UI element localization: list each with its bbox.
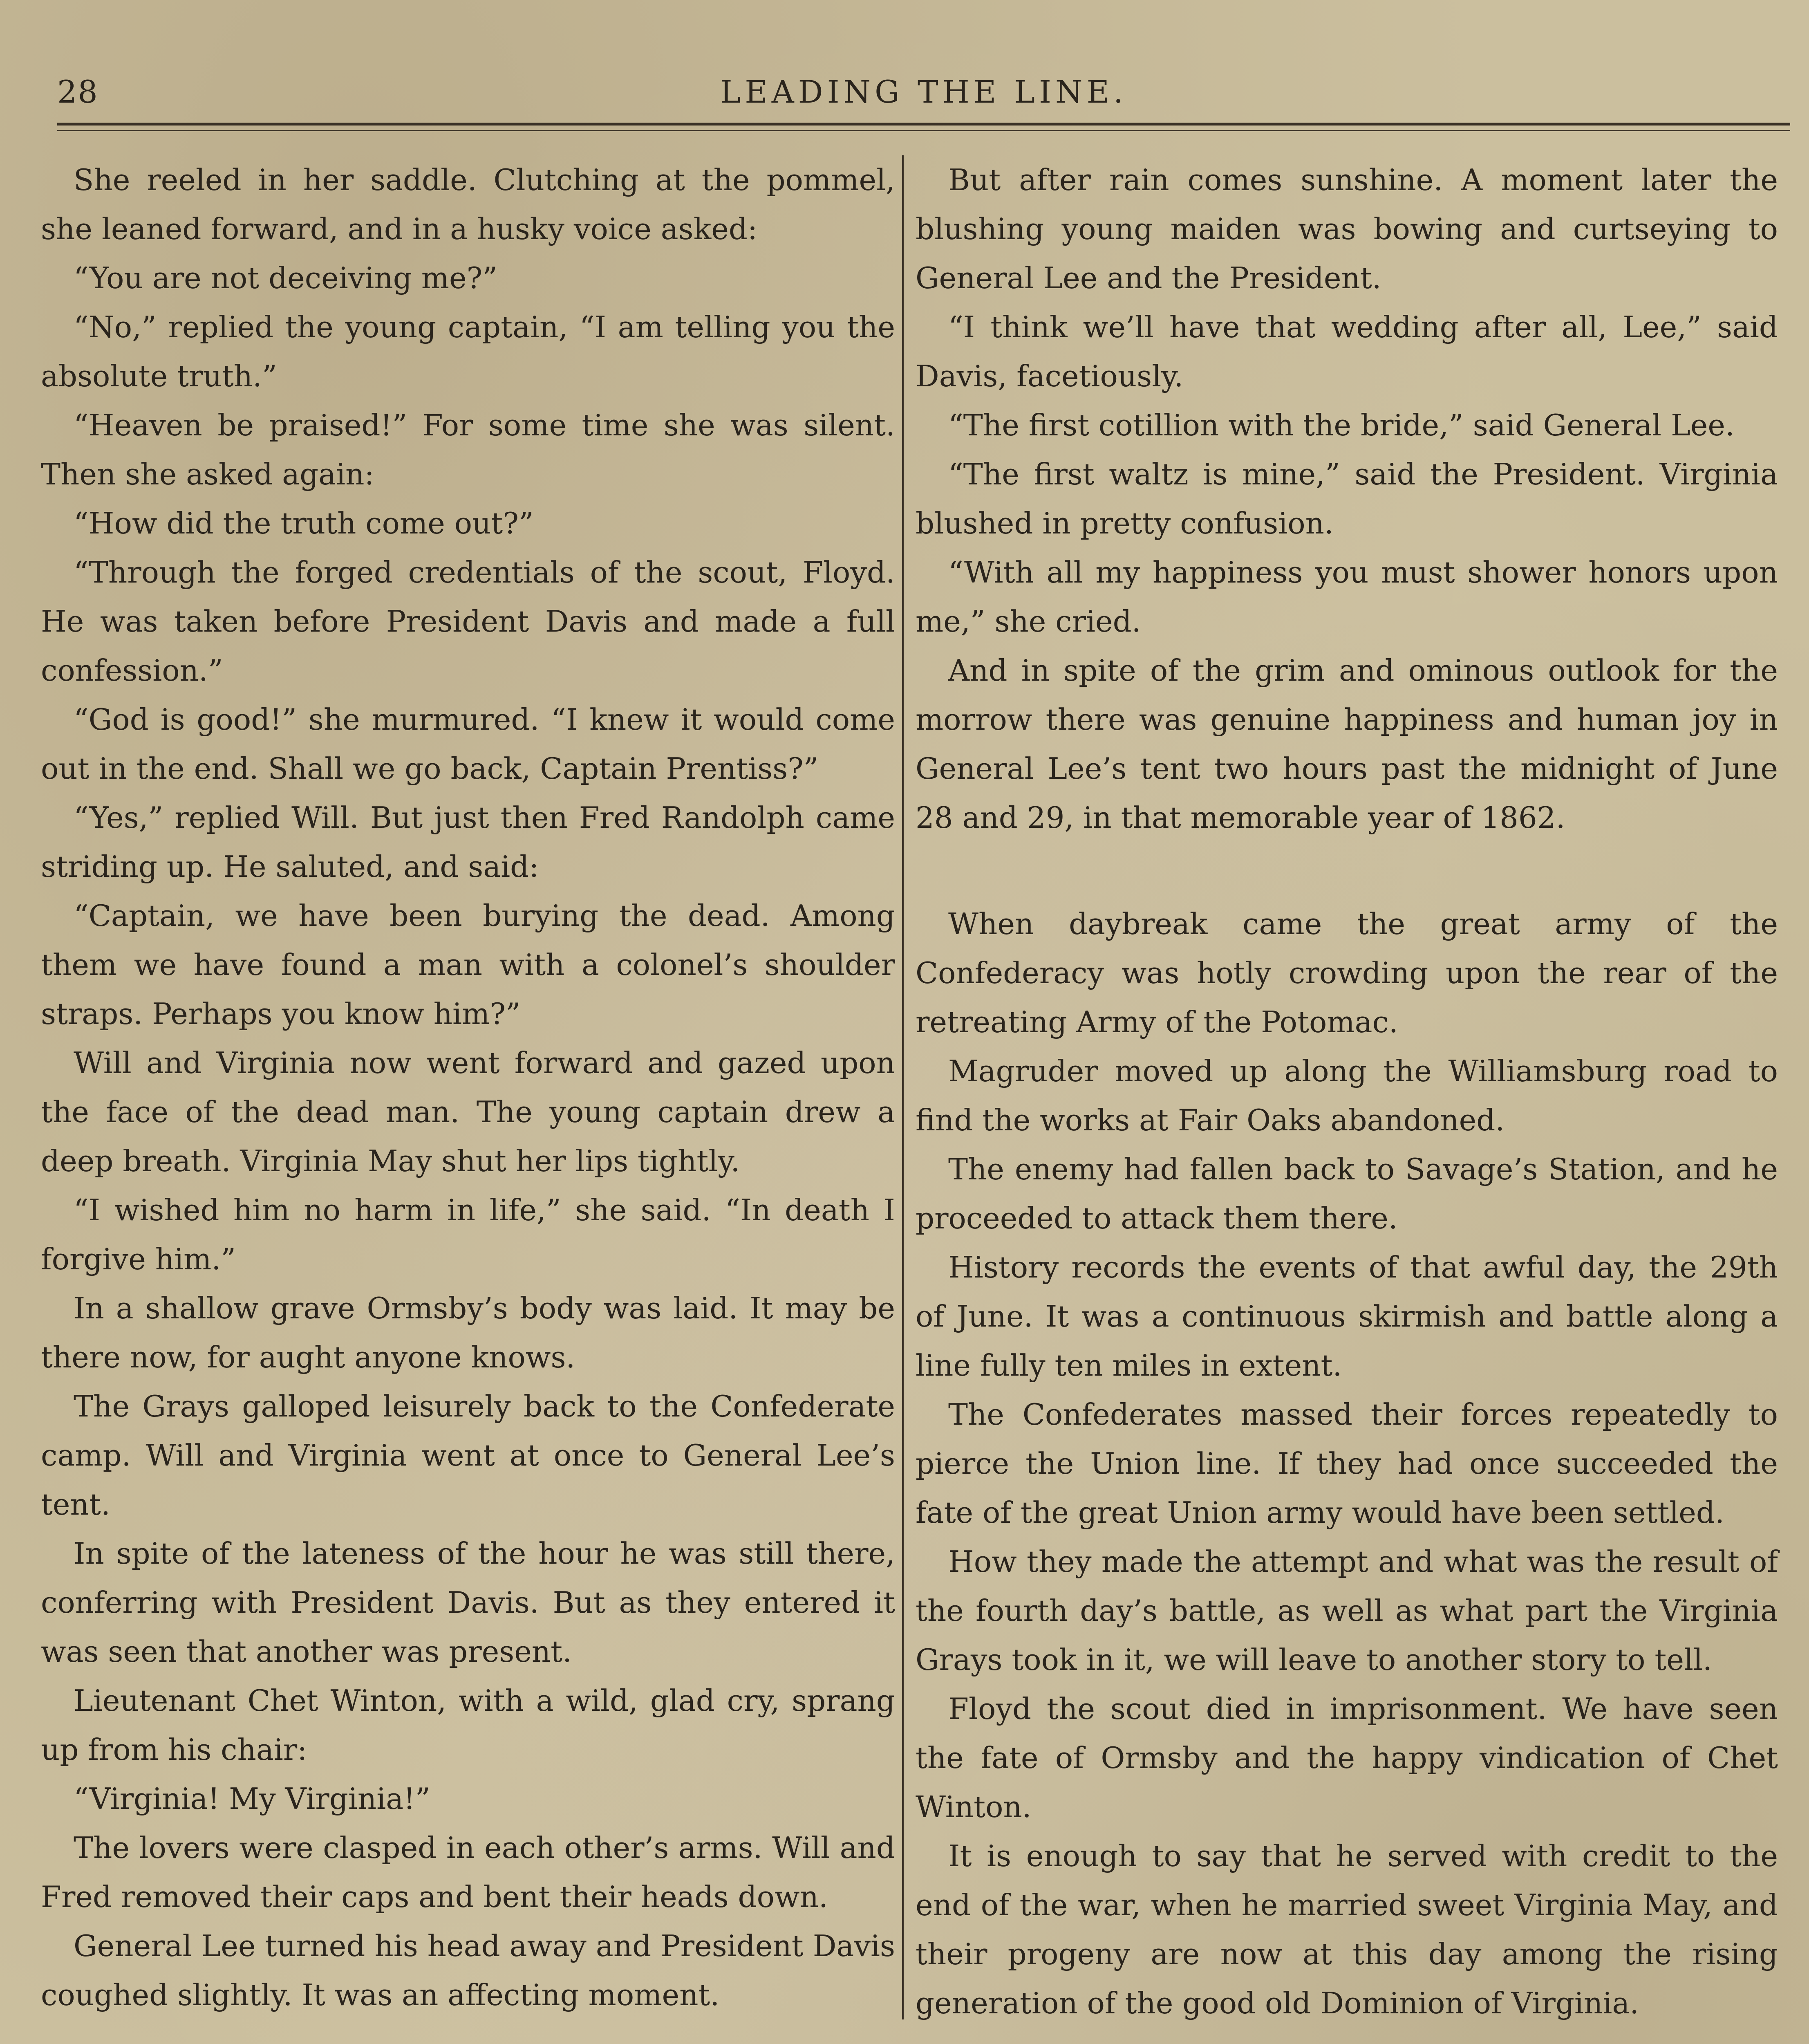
paragraph: The Confederates massed their forces repeatedly to pierce the Union line. If they had once succeeded the fate of the great Union army would have been settled. bbox=[916, 1397, 1778, 1530]
paragraph: The lovers were clasped in each other’s arms. Will and Fred removed their caps and bent their heads down. bbox=[41, 1831, 895, 1914]
paragraph: General Lee turned his head away and President Davis coughed slightly. It was an affecting moment. bbox=[41, 1929, 895, 2012]
paragraph: Lieutenant Chet Winton, with a wild, glad cry, sprang up from his chair: bbox=[41, 1683, 895, 1767]
paragraph: It is enough to say that he served with credit to the end of the war, when he married sweet Virginia May, and their progeny are now at this day among the rising generation of the good old Dominion of Virginia. bbox=[916, 1839, 1778, 2020]
paragraph: “God is good!” she murmured. “I knew it would come out in the end. Shall we go back, Captain Prentiss?” bbox=[41, 702, 895, 786]
header-rule bbox=[57, 123, 1790, 126]
paragraph: “Captain, we have been burying the dead. Among them we have found a man with a colonel’s shoulder straps. Perhaps you know him?” bbox=[41, 899, 895, 1031]
paragraph: Magruder moved up along the Williamsburg road to find the works at Fair Oaks abandoned. bbox=[916, 1054, 1778, 1137]
paragraph: “With all my happiness you must shower honors upon me,” she cried. bbox=[916, 555, 1778, 639]
paragraph: She reeled in her saddle. Clutching at the pommel, she leaned forward, and in a husky voice asked: bbox=[41, 163, 895, 246]
right-column bbox=[916, 155, 1778, 2028]
paragraph: “I wished him no harm in life,” she said. “In death I forgive him.” bbox=[41, 1193, 895, 1276]
paragraph: “The first waltz is mine,” said the President. Virginia blushed in pretty confusion. bbox=[916, 457, 1778, 540]
page-number: 28 bbox=[57, 74, 99, 110]
left-column bbox=[41, 155, 895, 2019]
paragraph: When daybreak came the great army of the Confederacy was hotly crowding upon the rear of the retreating Army of the Potomac. bbox=[916, 907, 1778, 1039]
paragraph: In a shallow grave Ormsby’s body was laid. It may be there now, for aught anyone knows. bbox=[41, 1291, 895, 1374]
paragraph: History records the events of that awful day, the 29th of June. It was a continuous skirmish and battle along a line fully ten miles in extent. bbox=[916, 1250, 1778, 1383]
paragraph: But after rain comes sunshine. A moment later the blushing young maiden was bowing and curtseying to General Lee and the President. bbox=[916, 163, 1778, 295]
paragraph: “How did the truth come out?” bbox=[74, 506, 534, 540]
paragraph: “Virginia! My Virginia!” bbox=[74, 1782, 430, 1816]
paragraph: “No,” replied the young captain, “I am telling you the absolute truth.” bbox=[41, 310, 895, 393]
paragraph: “Yes,” replied Will. But just then Fred Randolph came striding up. He saluted, and said: bbox=[41, 800, 895, 884]
paragraph: In spite of the lateness of the hour he was still there, conferring with President Davis. But as they entered it was seen that another was present. bbox=[41, 1536, 895, 1669]
paragraph: And in spite of the grim and ominous outlook for the morrow there was genuine happiness and human joy in General Lee’s tent two hours past the midnight of June 28 and 29, in that memorable year of 1862. bbox=[916, 653, 1778, 835]
header-rule-thin bbox=[57, 130, 1790, 131]
page-header bbox=[57, 74, 1790, 119]
paragraph: Will and Virginia now went forward and gazed upon the face of the dead man. The young captain drew a deep breath. Virginia May shut her lips tightly. bbox=[41, 1046, 895, 1178]
paragraph: “Heaven be praised!” For some time she was silent. Then she asked again: bbox=[41, 408, 895, 491]
running-title: LEADING THE LINE. bbox=[720, 74, 1128, 110]
paragraph: “I think we’ll have that wedding after all, Lee,” said Davis, facetiously. bbox=[916, 310, 1778, 393]
column-divider bbox=[902, 155, 904, 2019]
paragraph: Floyd the scout died in imprisonment. We have seen the fate of Ormsby and the happy vindication of Chet Winton. bbox=[916, 1692, 1778, 1824]
paragraph: “You are not deceiving me?” bbox=[74, 261, 498, 295]
paragraph: “Through the forged credentials of the scout, Floyd. He was taken before President Davis and made a full confession.” bbox=[41, 555, 895, 688]
text-columns bbox=[37, 155, 1786, 2044]
paragraph: “The first cotillion with the bride,” said General Lee. bbox=[948, 408, 1735, 442]
paragraph: The Grays galloped leisurely back to the Confederate camp. Will and Virginia went at once to General Lee’s tent. bbox=[41, 1389, 895, 1522]
paragraph: How they made the attempt and what was the result of the fourth day’s battle, as well as what part the Virginia Grays took in it, we will leave to another story to tell. bbox=[916, 1544, 1778, 1677]
paragraph: The enemy had fallen back to Savage’s Station, and he proceeded to attack them there. bbox=[916, 1152, 1778, 1235]
